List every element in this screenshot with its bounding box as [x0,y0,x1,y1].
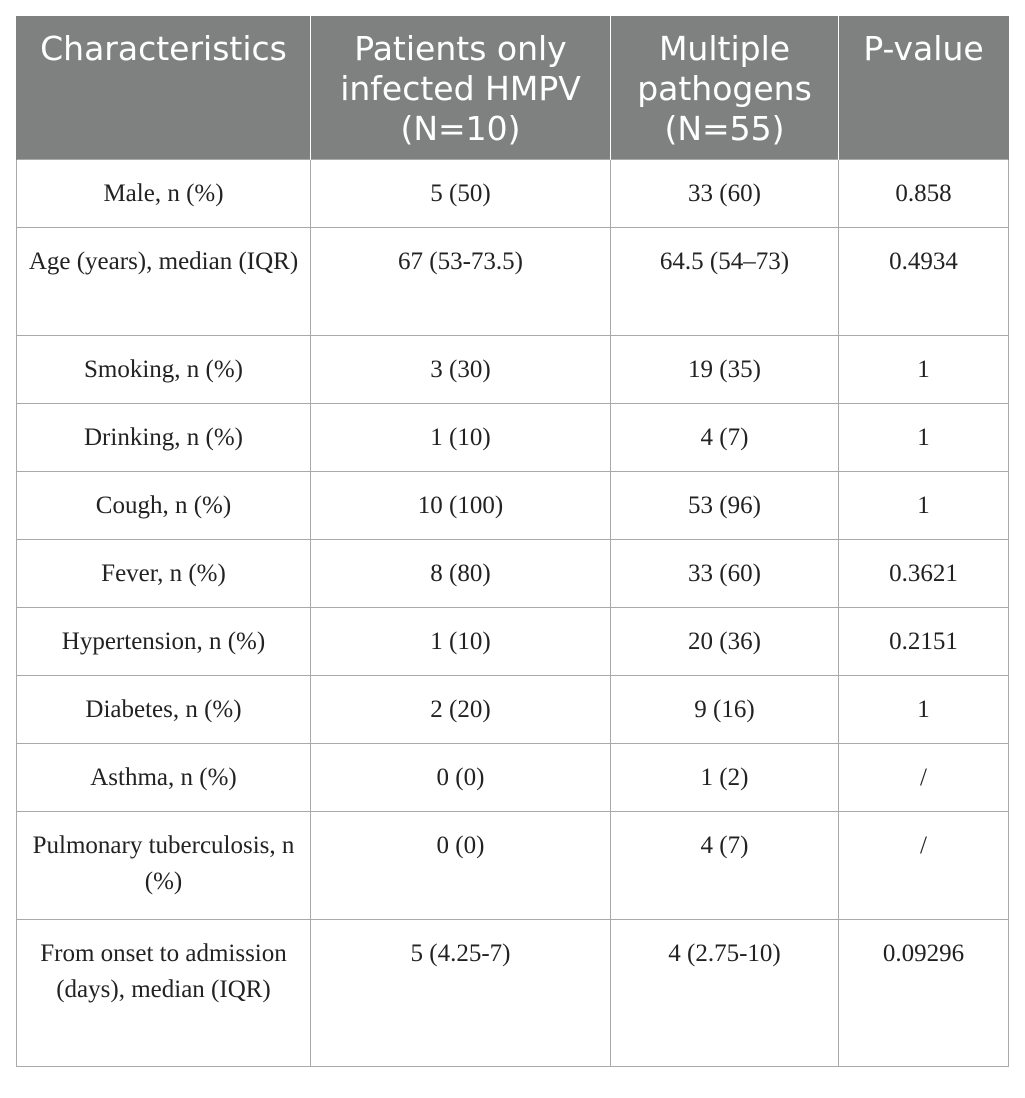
characteristics-table [16,16,1009,1067]
cell-hmpv-only: 10 (100) [311,471,611,539]
cell-multiple-pathogens: 4 (7) [611,403,839,471]
table-row [17,919,1009,1066]
cell-multiple-pathogens: 19 (35) [611,335,839,403]
cell-p-value: 1 [839,675,1009,743]
cell-hmpv-only: 67 (53-73.5) [311,227,611,335]
cell-multiple-pathogens: 4 (7) [611,811,839,919]
cell-multiple-pathogens: 4 (2.75-10) [611,919,839,1066]
cell-p-value: 0.2151 [839,607,1009,675]
cell-hmpv-only: 1 (10) [311,403,611,471]
cell-characteristic: Drinking, n (%) [17,403,311,471]
cell-hmpv-only: 5 (4.25-7) [311,919,611,1066]
cell-hmpv-only: 5 (50) [311,159,611,227]
cell-hmpv-only: 0 (0) [311,811,611,919]
table-row [17,227,1009,335]
table-row [17,675,1009,743]
table-row [17,539,1009,607]
table-row [17,607,1009,675]
cell-p-value: 1 [839,471,1009,539]
header-row [17,16,1009,159]
cell-p-value: 0.4934 [839,227,1009,335]
cell-characteristic: Asthma, n (%) [17,743,311,811]
cell-characteristic: Cough, n (%) [17,471,311,539]
cell-characteristic: From onset to admission (days), median (IQR) [17,919,311,1066]
header-multiple-pathogens: Multiple pathogens (N=55) [611,16,839,159]
cell-hmpv-only: 3 (30) [311,335,611,403]
cell-multiple-pathogens: 33 (60) [611,539,839,607]
cell-characteristic: Diabetes, n (%) [17,675,311,743]
cell-hmpv-only: 8 (80) [311,539,611,607]
header-hmpv-only: Patients only infected HMPV (N=10) [311,16,611,159]
cell-p-value: 0.09296 [839,919,1009,1066]
cell-p-value: 0.3621 [839,539,1009,607]
cell-characteristic: Pulmonary tuberculosis, n (%) [17,811,311,919]
table-row [17,335,1009,403]
cell-hmpv-only: 0 (0) [311,743,611,811]
cell-characteristic: Hypertension, n (%) [17,607,311,675]
header-characteristics: Characteristics [17,16,311,159]
table-row [17,471,1009,539]
cell-multiple-pathogens: 9 (16) [611,675,839,743]
cell-multiple-pathogens: 53 (96) [611,471,839,539]
cell-p-value: 1 [839,403,1009,471]
table-row [17,159,1009,227]
table-header [17,16,1009,159]
cell-p-value: / [839,811,1009,919]
table-row [17,403,1009,471]
table-row [17,811,1009,919]
cell-characteristic: Smoking, n (%) [17,335,311,403]
cell-p-value: 1 [839,335,1009,403]
cell-multiple-pathogens: 1 (2) [611,743,839,811]
cell-hmpv-only: 1 (10) [311,607,611,675]
table-row [17,743,1009,811]
cell-p-value: 0.858 [839,159,1009,227]
cell-multiple-pathogens: 64.5 (54–73) [611,227,839,335]
cell-hmpv-only: 2 (20) [311,675,611,743]
cell-p-value: / [839,743,1009,811]
table-body [17,159,1009,1066]
cell-characteristic: Male, n (%) [17,159,311,227]
cell-multiple-pathogens: 20 (36) [611,607,839,675]
cell-characteristic: Age (years), median (IQR) [17,227,311,335]
cell-characteristic: Fever, n (%) [17,539,311,607]
cell-multiple-pathogens: 33 (60) [611,159,839,227]
header-p-value: P-value [839,16,1009,159]
